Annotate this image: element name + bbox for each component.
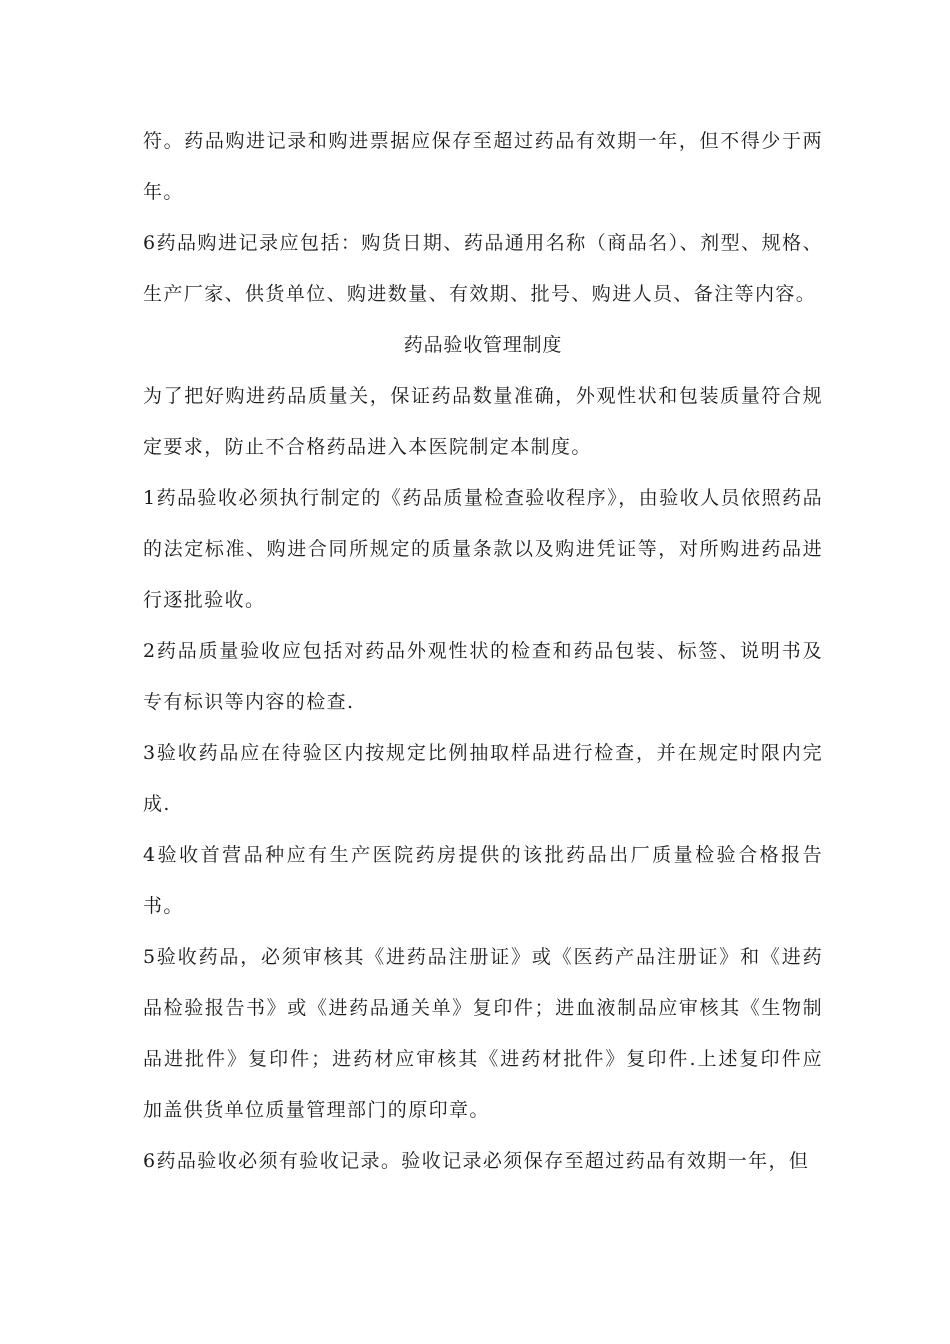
- paragraph-purchase-record-contents: 6药品购进记录应包括：购货日期、药品通用名称（商品名）、剂型、规格、生产厂家、供货单位、购进数量、有效期、批号、购进人员、备注等内容。: [143, 232, 823, 305]
- paragraph-acceptance-rule-3: 3验收药品应在待验区内按规定比例抽取样品进行检查，并在规定时限内完成.: [143, 742, 823, 815]
- paragraph-acceptance-rule-4: 4验收首营品种应有生产医院药房提供的该批药品出厂质量检验合格报告书。: [143, 844, 823, 917]
- paragraph-acceptance-rule-6: 6药品验收必须有验收记录。验收记录必须保存至超过药品有效期一年，但: [143, 1150, 810, 1172]
- paragraph-acceptance-rule-2: 2药品质量验收应包括对药品外观性状的检查和药品包装、标签、说明书及专有标识等内容的检查.: [143, 640, 823, 713]
- section-title: 药品验收管理制度: [403, 334, 563, 356]
- paragraph-acceptance-rule-5: 5验收药品，必须审核其《进药品注册证》或《医药产品注册证》和《进药品检验报告书》或《进药品通关单》复印件；进血液制品应审核其《生物制品进批件》复印件；进药材应审核其《进药材批件》复印件.上述复印件应加盖供货单位质量管理部门的原印章。: [143, 946, 823, 1121]
- paragraph-acceptance-rule-1: 1药品验收必须执行制定的《药品质量检查验收程序》，由验收人员依照药品的法定标准、购进合同所规定的质量条款以及购进凭证等，对所购进药品进行逐批验收。: [143, 487, 823, 611]
- paragraph-acceptance-intro: 为了把好购进药品质量关，保证药品数量准确，外观性状和包装质量符合规定要求，防止不合格药品进入本医院制定本制度。: [143, 385, 823, 458]
- document-body: [143, 116, 823, 1187]
- paragraph-purchase-record-retention: 符。药品购进记录和购进票据应保存至超过药品有效期一年，但不得少于两年。: [143, 130, 823, 203]
